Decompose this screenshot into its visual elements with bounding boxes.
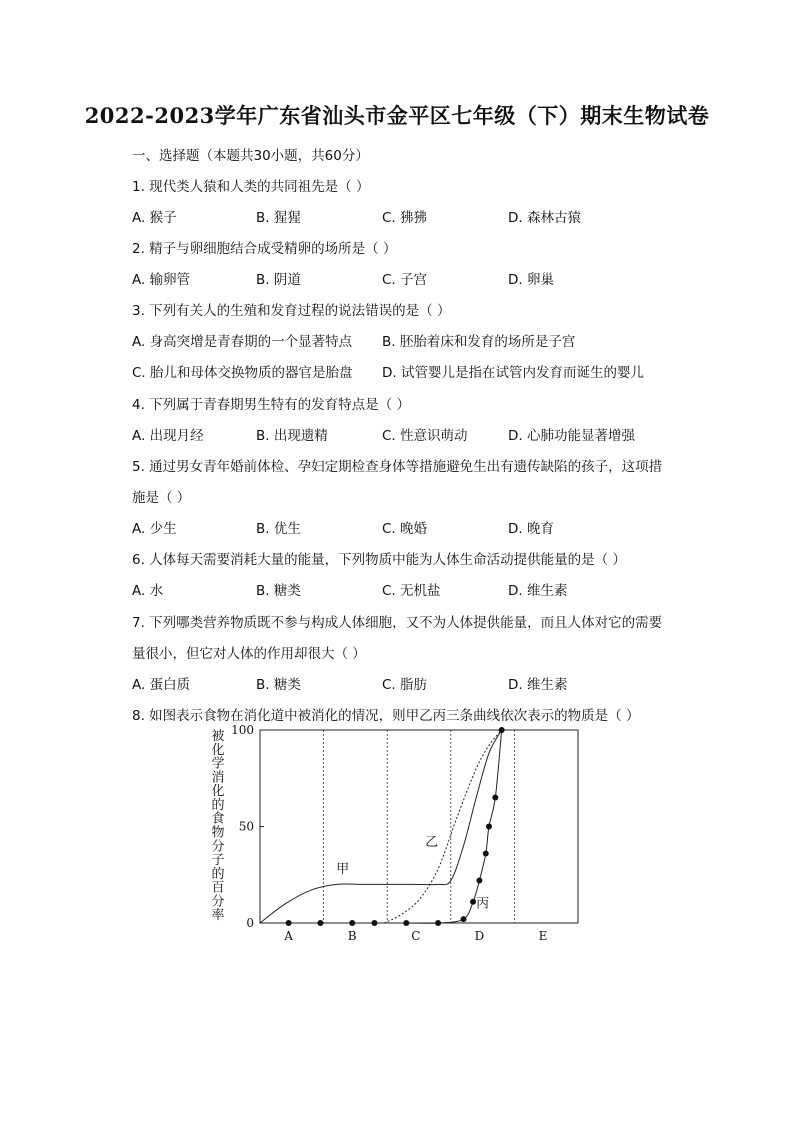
page-title: 2022-2023学年广东省汕头市金平区七年级（下）期末生物试卷 (84, 103, 710, 128)
region-dividers (324, 730, 515, 923)
y-tick-label: 100 (231, 723, 254, 737)
question-7-option-a[interactable]: A. 蛋白质 (132, 677, 191, 693)
series-point (483, 851, 489, 857)
question-1-option-a[interactable]: A. 猴子 (132, 210, 177, 226)
x-tick-label: B (347, 929, 357, 943)
series-point (492, 795, 498, 801)
question-2-option-d[interactable]: D. 卵巢 (508, 272, 554, 288)
question-8-stem: 8. 如图表示食物在消化道中被消化的情况，则甲乙丙三条曲线依次表示的物质是（ ） (132, 708, 640, 724)
series-point (435, 920, 441, 926)
series-point (371, 920, 377, 926)
question-3-option-b[interactable]: B. 胚胎着床和发育的场所是子宫 (382, 334, 576, 350)
question-6-stem: 6. 人体每天需要消耗大量的能量，下列物质中能为人体生命活动提供能量的是（ ） (132, 552, 626, 568)
y-axis-label-char: 食 (211, 811, 225, 827)
question-7-stem-continued: 量很小，但它对人体的作用却很大（ ） (132, 646, 366, 662)
series-point (461, 916, 467, 922)
question-2-stem: 2. 精子与卵细胞结合成受精卵的场所是（ ） (132, 241, 397, 257)
question-3-option-d[interactable]: D. 试管婴儿是指在试管内发育而诞生的婴儿 (382, 365, 644, 381)
question-5-option-a[interactable]: A. 少生 (132, 521, 177, 537)
series-point (286, 920, 292, 926)
question-7-option-d[interactable]: D. 维生素 (508, 677, 568, 693)
y-axis-label-char: 消 (211, 770, 225, 786)
question-1-stem: 1. 现代类人猿和人类的共同祖先是（ ） (132, 179, 370, 195)
x-axis-ticks (283, 929, 547, 943)
series-point (403, 920, 409, 926)
question-3-option-c[interactable]: C. 胎儿和母体交换物质的器官是胎盘 (132, 365, 353, 381)
y-axis-label-char: 率 (211, 908, 225, 924)
question-6-option-b[interactable]: B. 糖类 (256, 583, 301, 599)
y-axis-label-char: 分 (211, 894, 225, 910)
y-axis-label-char: 化 (211, 742, 225, 758)
y-axis-label-char: 百 (211, 880, 225, 896)
question-6-option-d[interactable]: D. 维生素 (508, 583, 568, 599)
y-tick-label: 0 (246, 916, 254, 930)
y-axis-label-char: 化 (211, 784, 225, 800)
question-2-option-b[interactable]: B. 阴道 (256, 272, 301, 288)
question-7-option-b[interactable]: B. 糖类 (256, 677, 301, 693)
chart-series (260, 727, 505, 926)
series-line-1 (384, 730, 502, 923)
question-6-option-c[interactable]: C. 无机盐 (382, 583, 441, 599)
series-label: 乙 (425, 834, 439, 850)
y-axis-label (211, 728, 224, 923)
question-4-stem: 4. 下列属于青春期男生特有的发育特点是（ ） (132, 397, 410, 413)
y-axis-label-char: 子 (211, 853, 225, 869)
series-labels (336, 835, 489, 912)
series-point (349, 920, 355, 926)
series-point (486, 824, 492, 830)
question-6-option-a[interactable]: A. 水 (132, 583, 164, 599)
plot-frame (260, 730, 578, 923)
series-label: 甲 (336, 861, 350, 877)
question-5-option-d[interactable]: D. 晚育 (508, 521, 554, 537)
y-axis-label-char: 的 (211, 797, 225, 813)
question-2-option-a[interactable]: A. 输卵管 (132, 272, 191, 288)
question-1-option-d[interactable]: D. 森林古猿 (508, 210, 581, 226)
question-4-option-b[interactable]: B. 出现遗精 (256, 428, 328, 444)
section-heading: 一、选择题（本题共30小题，共60分） (132, 148, 369, 164)
digestion-chart (205, 722, 585, 951)
series-line-0 (260, 730, 502, 923)
question-5-option-c[interactable]: C. 晚婚 (382, 521, 428, 537)
y-axis-label-char: 分 (211, 839, 225, 855)
question-4-option-a[interactable]: A. 出现月经 (132, 428, 204, 444)
question-4-option-d[interactable]: D. 心肺功能显著增强 (508, 428, 635, 444)
y-axis-ticks (231, 723, 264, 930)
y-axis-label-char: 物 (211, 825, 225, 841)
question-5-option-b[interactable]: B. 优生 (256, 521, 301, 537)
series-point (476, 878, 482, 884)
question-7-option-c[interactable]: C. 脂肪 (382, 677, 428, 693)
question-5-stem: 5. 通过男女青年婚前体检、孕妇定期检查身体等措施避免生出有遗传缺陷的孩子，这项措 (132, 459, 663, 475)
x-tick-label: C (411, 929, 421, 943)
question-4-option-c[interactable]: C. 性意识萌动 (382, 428, 468, 444)
question-1-option-b[interactable]: B. 猩猩 (256, 210, 301, 226)
y-axis-label-char: 被 (211, 729, 225, 744)
question-3-stem: 3. 下列有关人的生殖和发育过程的说法错误的是（ ） (132, 303, 451, 319)
series-line-2 (289, 730, 502, 923)
x-tick-label: D (474, 929, 485, 943)
x-tick-label: E (538, 929, 548, 943)
series-point (317, 920, 323, 926)
question-1-option-c[interactable]: C. 狒狒 (382, 210, 428, 226)
series-point (499, 727, 505, 733)
series-label: 丙 (476, 896, 490, 912)
question-5-stem-continued: 施是（ ） (132, 490, 191, 506)
x-tick-label: A (284, 929, 293, 943)
question-2-option-c[interactable]: C. 子宫 (382, 272, 428, 288)
y-tick-label: 50 (238, 819, 254, 834)
y-axis-label-char: 学 (211, 756, 225, 772)
question-7-stem: 7. 下列哪类营养物质既不参与构成人体细胞，又不为人体提供能量，而且人体对它的需要 (132, 615, 663, 631)
y-axis-label-char: 的 (211, 866, 225, 882)
question-3-option-a[interactable]: A. 身高突增是青春期的一个显著特点 (132, 334, 353, 350)
